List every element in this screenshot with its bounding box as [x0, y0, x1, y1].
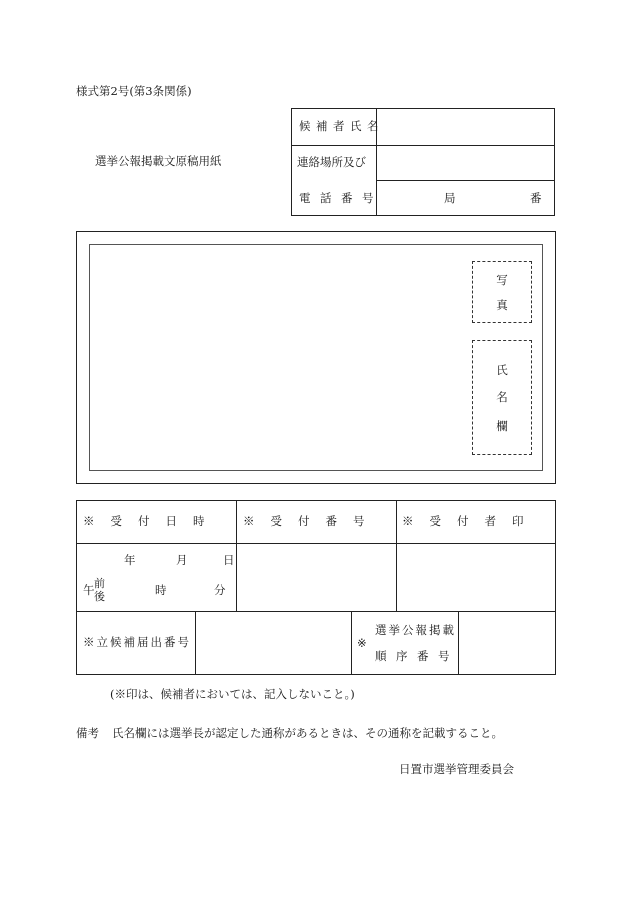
hour-label: 時	[155, 583, 167, 597]
name-field-box	[472, 340, 532, 455]
issuer: 日置市選挙管理委員会	[399, 762, 514, 776]
contact-address-field[interactable]	[377, 146, 553, 179]
exchange-label: 局	[444, 191, 456, 205]
candidate-name-field[interactable]	[377, 110, 553, 144]
name-field-char-2: 名	[496, 390, 508, 404]
order-label-1: 選挙公報掲載	[375, 623, 456, 637]
candidate-name-label-text: 候補者氏名	[299, 119, 384, 133]
noon-prefix: 午	[83, 583, 95, 597]
receiver-header-text: ※受付者印	[402, 514, 540, 528]
pm-label: 後	[94, 590, 105, 603]
candidate-name-label	[299, 119, 384, 133]
reception-table	[76, 500, 556, 675]
number-label: 番	[530, 191, 542, 205]
name-field-char-1: 氏	[496, 363, 508, 377]
remark-text: 氏名欄には選挙長が認定した通称があるときは、その通称を記載すること。	[112, 726, 503, 740]
registration-number-field[interactable]	[196, 612, 350, 674]
reception-number-field[interactable]	[237, 544, 395, 610]
manuscript-frame	[76, 231, 556, 484]
registration-label: ※立候補届出番号	[83, 635, 191, 649]
order-number-field[interactable]	[459, 612, 553, 674]
year-label: 年	[124, 553, 136, 567]
photo-box	[472, 261, 532, 323]
reception-number-header	[243, 516, 391, 528]
reception-number-header-text: ※受付番号	[243, 514, 381, 528]
month-label: 月	[176, 553, 188, 567]
candidate-info-box	[291, 108, 555, 216]
form-number: 様式第2号(第3条関係)	[76, 84, 192, 98]
form-title: 選挙公報掲載文原稿用紙	[95, 154, 222, 168]
contact-label-1: 連絡場所及び	[297, 155, 366, 169]
day-label: 日	[223, 553, 235, 567]
not-fill-note: (※印は、候補者においては、記入しないこと。)	[110, 687, 355, 701]
reception-date-header-text: ※受付日時	[83, 514, 221, 528]
manuscript-area[interactable]	[89, 244, 543, 471]
contact-label-2: 電話番号	[299, 191, 383, 205]
order-label-2: 順序番号	[375, 649, 459, 663]
receiver-seal-field[interactable]	[397, 544, 553, 610]
receiver-header	[402, 516, 552, 528]
minute-label: 分	[214, 583, 226, 597]
name-field-char-3: 欄	[496, 419, 508, 433]
photo-char-1: 写	[496, 273, 508, 287]
reception-date-header	[83, 516, 231, 528]
remark-label: 備考	[76, 726, 99, 740]
photo-char-2: 真	[496, 298, 508, 312]
order-mark: ※	[357, 636, 367, 650]
am-label: 前	[94, 577, 105, 590]
